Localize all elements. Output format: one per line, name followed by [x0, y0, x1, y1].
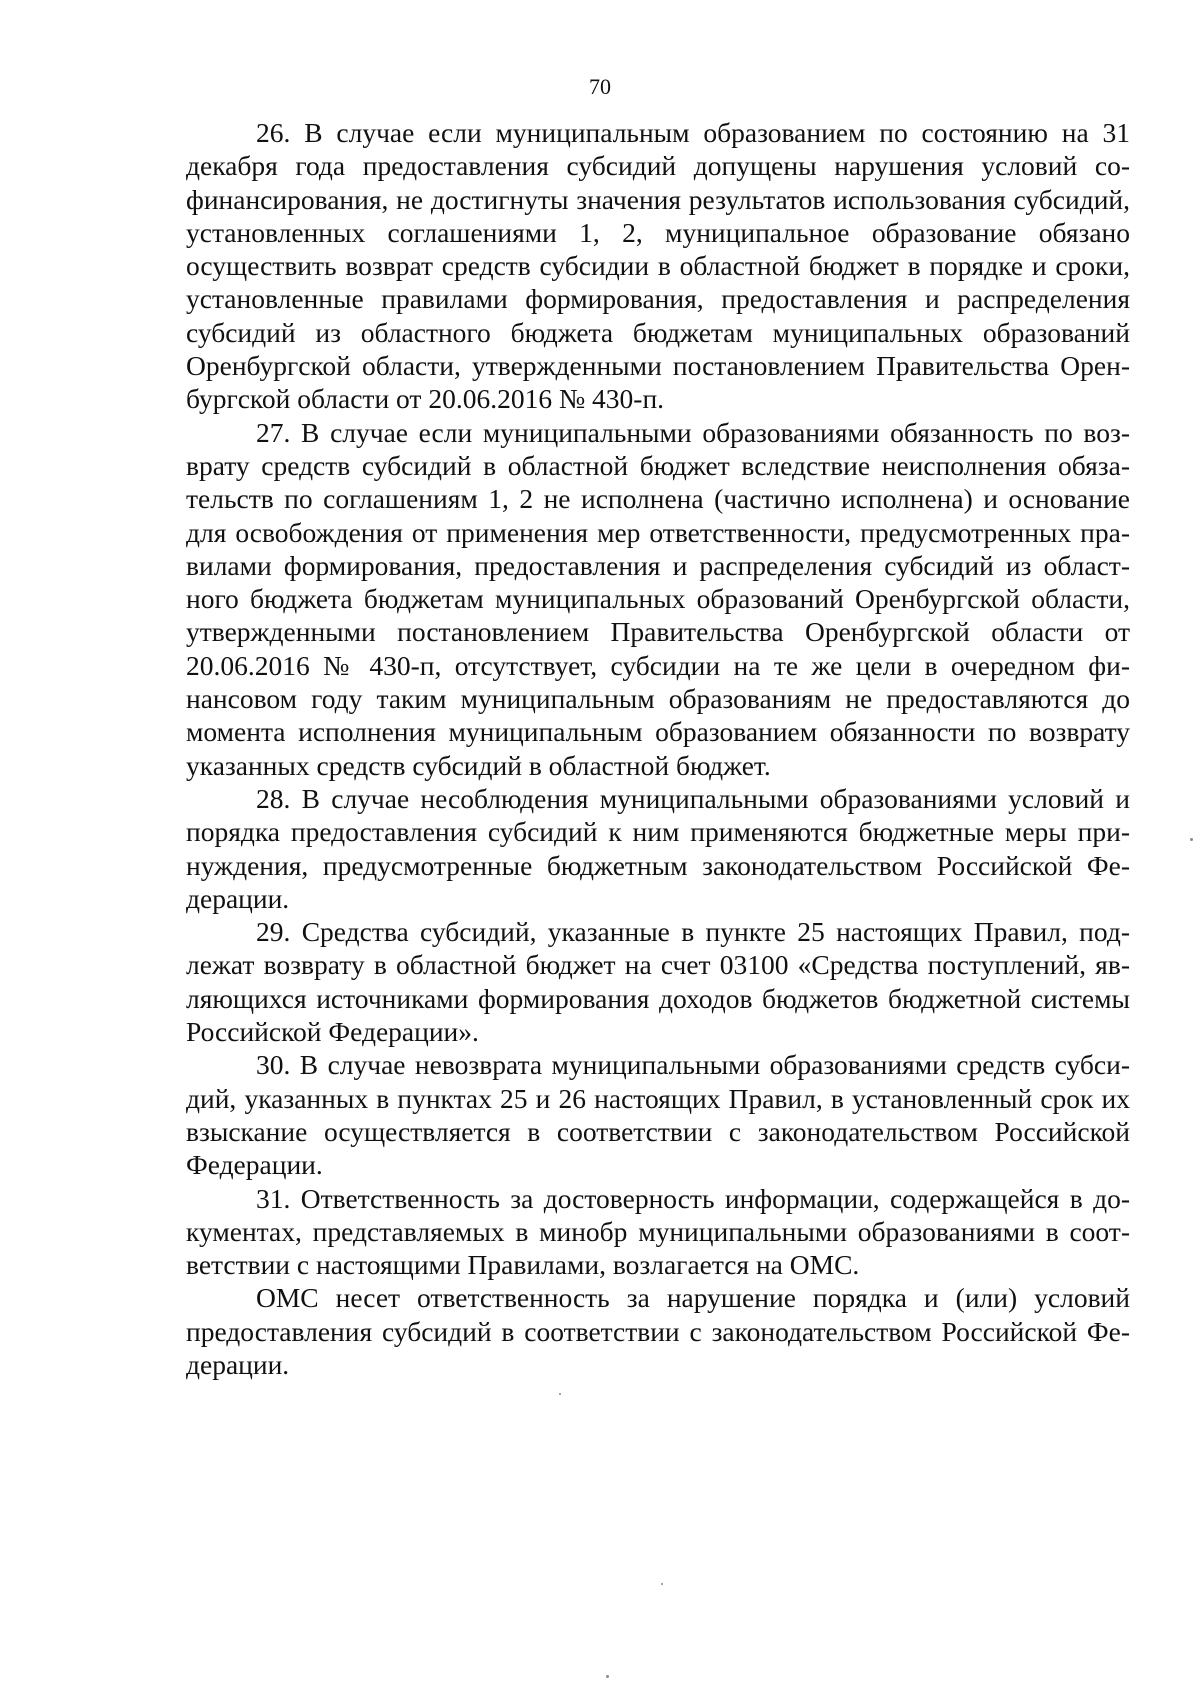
scan-speck [559, 1393, 561, 1395]
paragraph-28: 28. В случае несоблюдения муниципальными образованиями условий и порядка предоставления субсидий к ним применяются бюджетные меры принуждения, предусмотренные бюджетным законодательством Российской Федерации. [186, 782, 1130, 914]
paragraph-31: 31. Ответственность за достоверность информации, содержащейся в документах, представляемых в минобр муниципальными образованиями в соответствии с настоящими Правилами, возлагается на ОМС. [186, 1182, 1130, 1281]
scan-speck [661, 1583, 663, 1585]
paragraph-30: 30. В случае невозврата муниципальными образованиями средств субсидий, указанных в пунктах 25 и 26 настоящих Правил, в установленный срок их взыскание осуществляется в соответствии с законодательством Российской Федерации. [186, 1049, 1130, 1181]
scan-speck [606, 1675, 609, 1678]
page-number: 70 [589, 74, 611, 99]
paragraph-26: 26. В случае если муниципальным образованием по состоянию на 31 декабря года предоставления субсидий допущены нарушения условий софинансирования, не достигнуты значения результатов использования субсидий, установленных соглашениями 1, 2, муниципальное образование обязано осуществить возврат средств субсидии в областной бюджет в порядке и сроки, установленные правилами формирования, предоставления и распределения субсидий из областного бюджета бюджетам муниципальных образований Оренбургской области, утвержденными постановлением Правительства Оренбургской области от 20.06.2016 № 430-п. [186, 117, 1130, 415]
paragraph-29: 29. Средства субсидий, указанные в пункте 25 настоящих Правил, подлежат возврату в областной бюджет на счет 03100 «Средства поступлений, являющихся источниками формирования доходов бюджетов бюджетной системы Российской Федерации». [186, 916, 1130, 1048]
scan-speck [1190, 838, 1193, 841]
paragraph-oms-responsibility: ОМС несет ответственность за нарушение порядка и (или) условий предоставления субсидий в соответствии с законодательством Российской Федерации. [186, 1282, 1130, 1380]
document-body [186, 116, 1130, 1381]
paragraph-27: 27. В случае если муниципальными образованиями обязанность по возврату средств субсидий в областной бюджет вследствие неисполнения обязательств по соглашениям 1, 2 не исполнена (частично исполнена) и основание для освобождения от применения мер ответственности, предусмотренных правилами формирования, предоставления и распределения субсидий из областного бюджета бюджетам муниципальных образований Оренбургской области, утвержденными постановлением Правительства Оренбургской области от 20.06.2016 № 430-п, отсутствует, субсидии на те же цели в очередном финансовом году таким муниципальным образованиям не предоставляются до момента исполнения муниципальным образованием обязанности по возврату указанных средств субсидий в областной бюджет. [186, 416, 1130, 781]
